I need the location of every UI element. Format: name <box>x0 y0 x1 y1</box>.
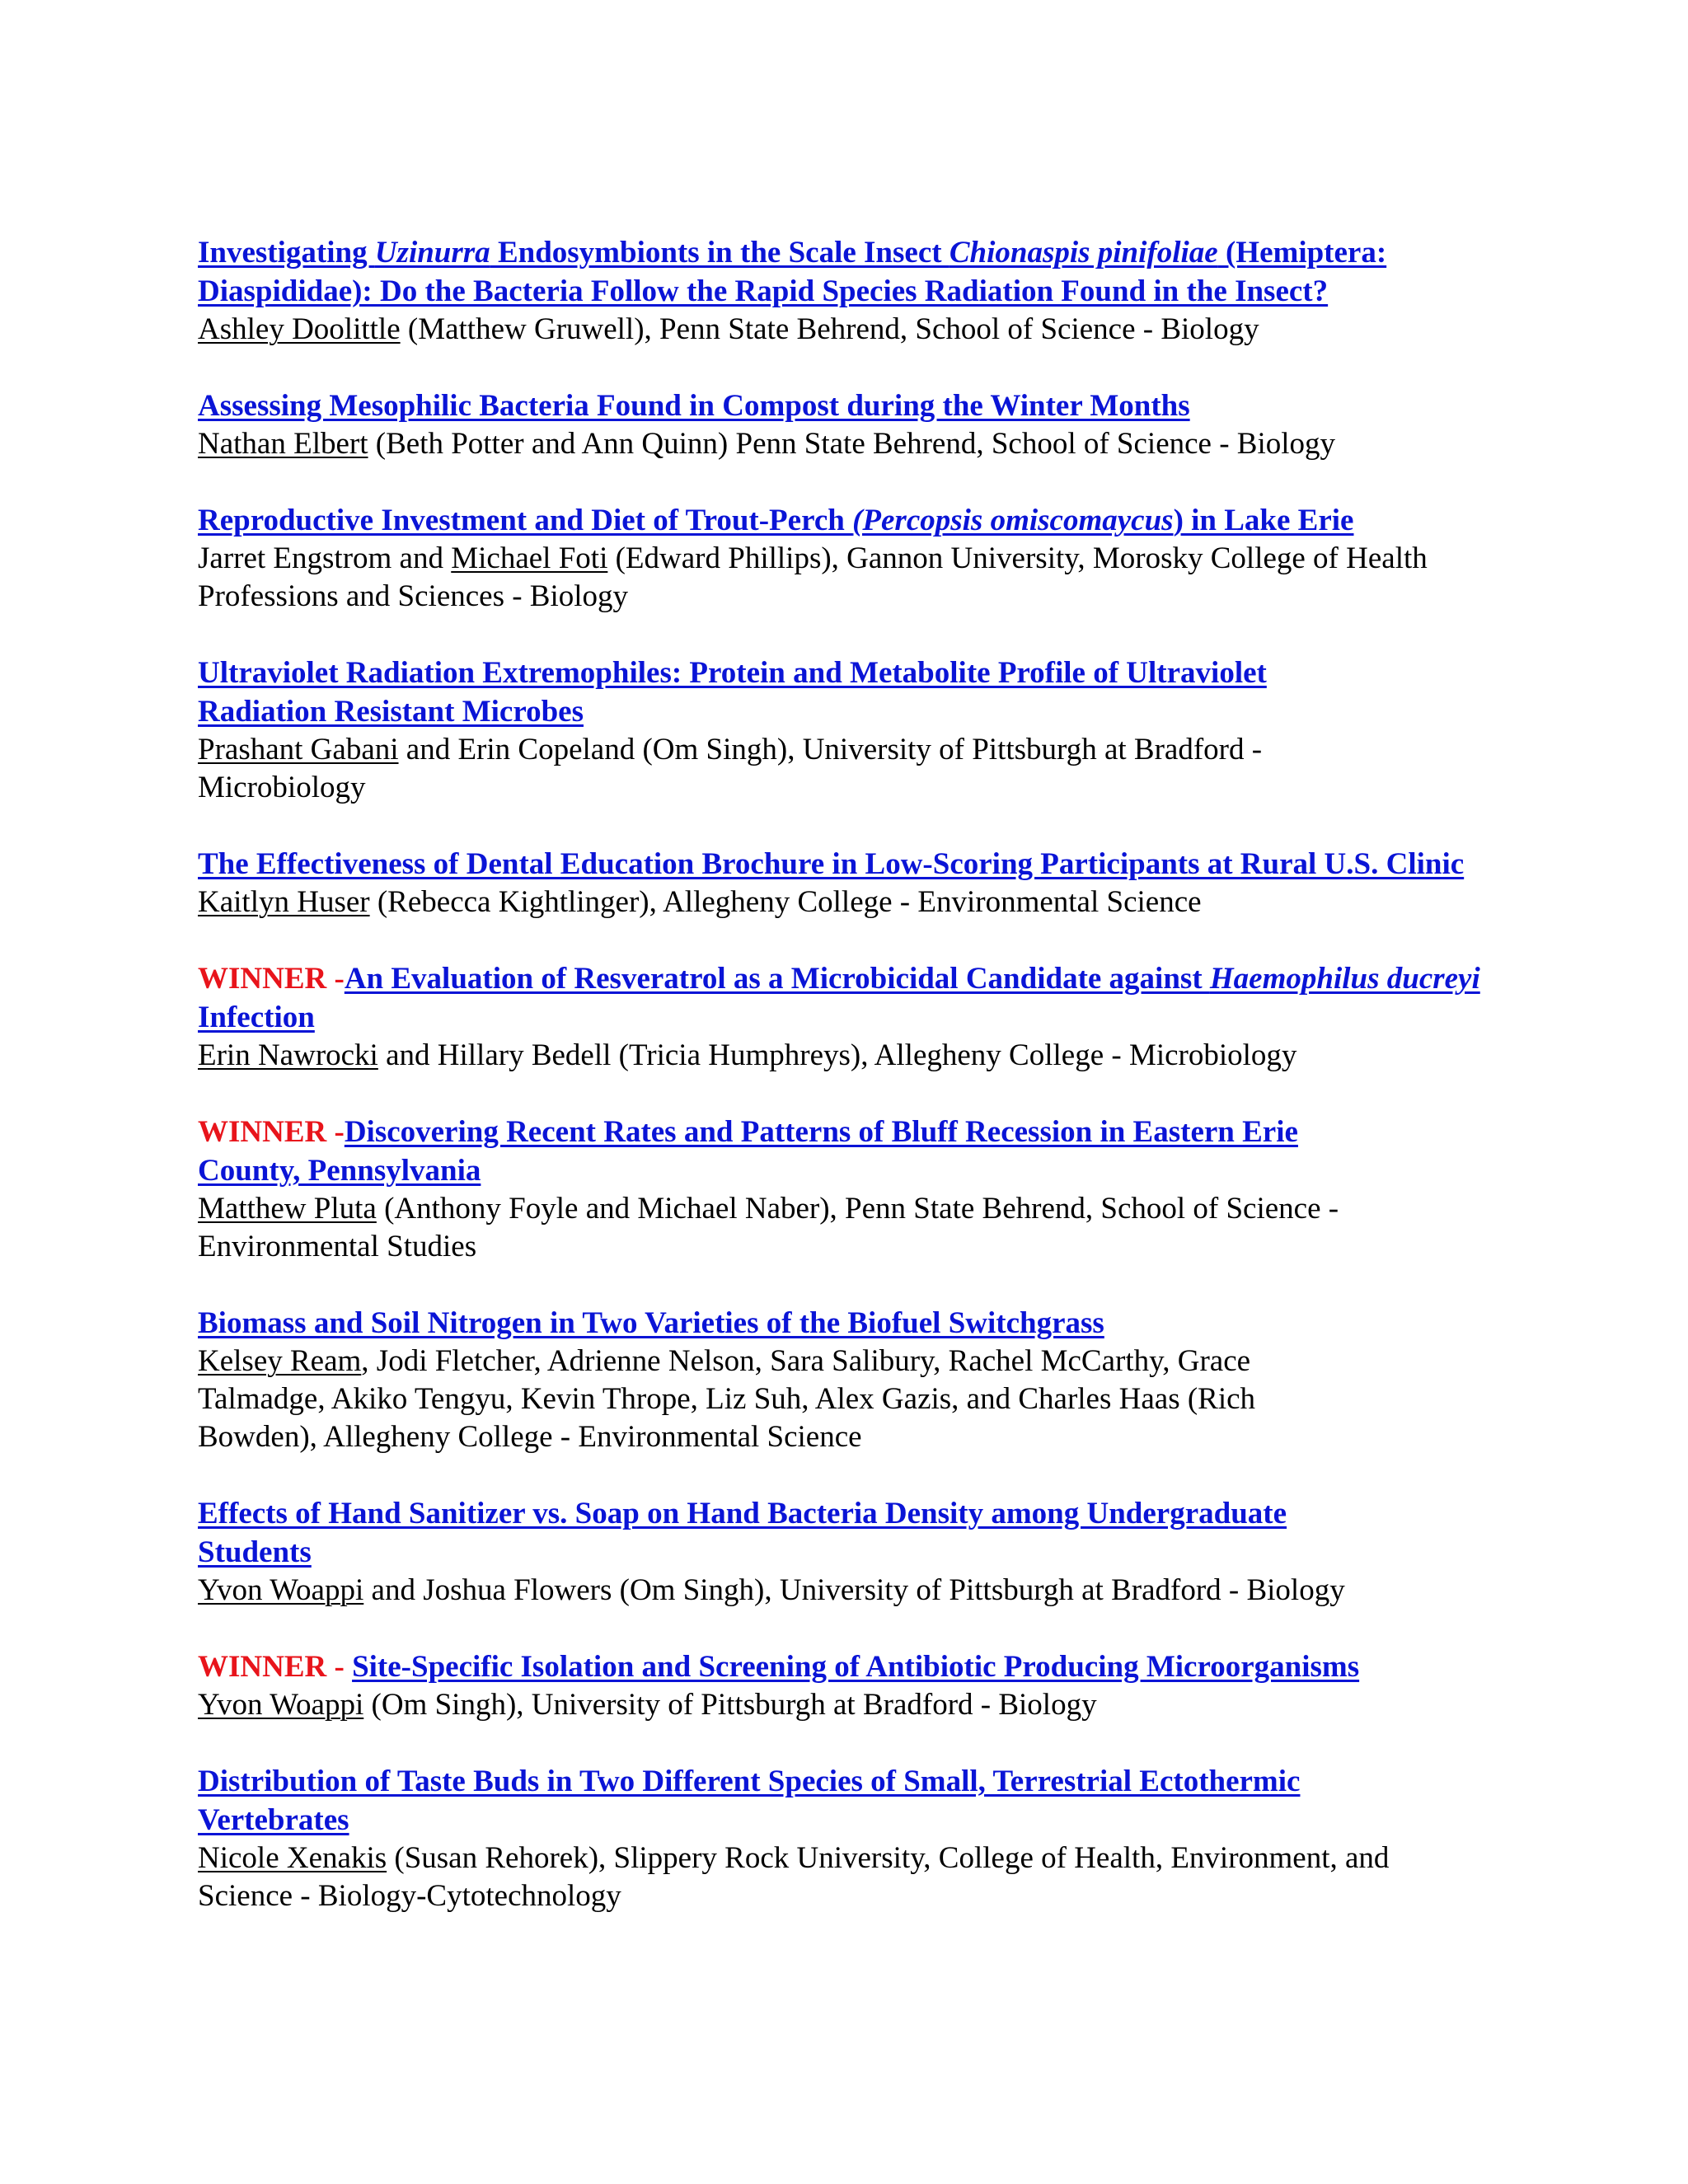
entry <box>198 959 1484 1075</box>
entry-authors: Yvon Woappi (Om Singh), University of Pittsburgh at Bradford - Biology <box>198 1688 1097 1722</box>
entry-authors: Prashant Gabani and Erin Copeland (Om Singh), University of Pittsburgh at Bradford - Microbiology <box>198 733 1263 804</box>
presenter-name: Yvon Woappi <box>198 1688 364 1722</box>
presenter-name: Michael Foti <box>451 541 608 575</box>
entry-title <box>198 387 1484 425</box>
entry-title <box>198 233 1484 311</box>
entry <box>198 1494 1484 1610</box>
entry <box>198 845 1484 921</box>
document-page <box>198 233 1484 1953</box>
entry-authors: Jarret Engstrom and Michael Foti (Edward Phillips), Gannon University, Morosky College of Health Professions and Sciences - Biology <box>198 541 1428 613</box>
entry-authors: Yvon Woappi and Joshua Flowers (Om Singh), University of Pittsburgh at Bradford - Biology <box>198 1573 1345 1607</box>
entry-authors: Nicole Xenakis (Susan Rehorek), Slippery Rock University, College of Health, Environment, and Science - Biology-Cytotechnology <box>198 1841 1390 1913</box>
entry <box>198 387 1484 463</box>
title-link[interactable]: Biomass and Soil Nitrogen in Two Varieties of the Biofuel Switchgrass <box>198 1306 1104 1340</box>
title-link[interactable]: Reproductive Investment and Diet of Trout-Perch (Percopsis omiscomaycus) in Lake Erie <box>198 504 1354 537</box>
winner-badge: WINNER - <box>198 1115 345 1149</box>
entry-title <box>198 1304 1484 1343</box>
presenter-name: Matthew Pluta <box>198 1192 377 1226</box>
entry-title <box>198 1762 1409 1840</box>
title-link[interactable]: Investigating Uzinurra Endosymbionts in the Scale Insect Chionaspis pinifoliae (Hemiptera: Diaspididae): Do the Bacteria Follow the Rapid Species Radiation Found in the Insect? <box>198 236 1387 308</box>
entry <box>198 1762 1484 1915</box>
entry <box>198 233 1484 349</box>
entry-title <box>198 1494 1385 1572</box>
winner-badge: WINNER - <box>198 962 345 996</box>
entry-authors: Kelsey Ream, Jodi Fletcher, Adrienne Nelson, Sara Salibury, Rachel McCarthy, Grace Talmadge, Akiko Tengyu, Kevin Thrope, Liz Suh, Alex Gazis, and Charles Haas (Rich Bowden), Allegheny College - Environmental Science <box>198 1344 1256 1454</box>
entry <box>198 501 1484 616</box>
entry-authors: Nathan Elbert (Beth Potter and Ann Quinn) Penn State Behrend, School of Science - Biology <box>198 427 1336 461</box>
entry-title <box>198 1113 1393 1190</box>
entry-authors: Erin Nawrocki and Hillary Bedell (Tricia Humphreys), Allegheny College - Microbiology <box>198 1038 1297 1072</box>
entry-title <box>198 845 1484 883</box>
title-link[interactable]: Effects of Hand Sanitizer vs. Soap on Hand Bacteria Density among Undergraduate Students <box>198 1497 1287 1569</box>
entry-title <box>198 654 1368 731</box>
presenter-name: Kaitlyn Huser <box>198 885 370 919</box>
title-link[interactable]: Distribution of Taste Buds in Two Different Species of Small, Terrestrial Ectothermic Vertebrates <box>198 1765 1301 1837</box>
title-link[interactable]: Site-Specific Isolation and Screening of Antibiotic Producing Microorganisms <box>352 1650 1360 1684</box>
presenter-name: Prashant Gabani <box>198 733 399 766</box>
presenter-name: Nicole Xenakis <box>198 1841 387 1875</box>
entry-title <box>198 1647 1484 1686</box>
title-link[interactable]: Assessing Mesophilic Bacteria Found in Compost during the Winter Months <box>198 389 1190 423</box>
presenter-name: Yvon Woappi <box>198 1573 364 1607</box>
entry <box>198 1647 1484 1724</box>
entry-title <box>198 959 1484 1037</box>
title-link[interactable]: Ultraviolet Radiation Extremophiles: Protein and Metabolite Profile of Ultraviolet Radiation Resistant Microbes <box>198 656 1267 729</box>
entry-authors: Matthew Pluta (Anthony Foyle and Michael Naber), Penn State Behrend, School of Science - Environmental Studies <box>198 1192 1339 1263</box>
entry-authors: Kaitlyn Huser (Rebecca Kightlinger), Allegheny College - Environmental Science <box>198 885 1202 919</box>
entry <box>198 1304 1484 1456</box>
title-link[interactable]: Discovering Recent Rates and Patterns of Bluff Recession in Eastern Erie County, Pennsylvania <box>198 1115 1298 1188</box>
winner-badge: WINNER - <box>198 1650 353 1684</box>
presenter-name: Nathan Elbert <box>198 427 368 461</box>
title-link[interactable]: The Effectiveness of Dental Education Brochure in Low-Scoring Participants at Rural U.S. Clinic <box>198 847 1465 881</box>
entry <box>198 654 1484 807</box>
presenter-name: Erin Nawrocki <box>198 1038 378 1072</box>
entry-authors: Ashley Doolittle (Matthew Gruwell), Penn State Behrend, School of Science - Biology <box>198 312 1259 346</box>
entry-title <box>198 501 1484 540</box>
presenter-name: Kelsey Ream <box>198 1344 362 1378</box>
presenter-name: Ashley Doolittle <box>198 312 401 346</box>
title-link[interactable]: An Evaluation of Resveratrol as a Microbicidal Candidate against Haemophilus ducreyi Infection <box>198 962 1480 1034</box>
entry <box>198 1113 1484 1266</box>
